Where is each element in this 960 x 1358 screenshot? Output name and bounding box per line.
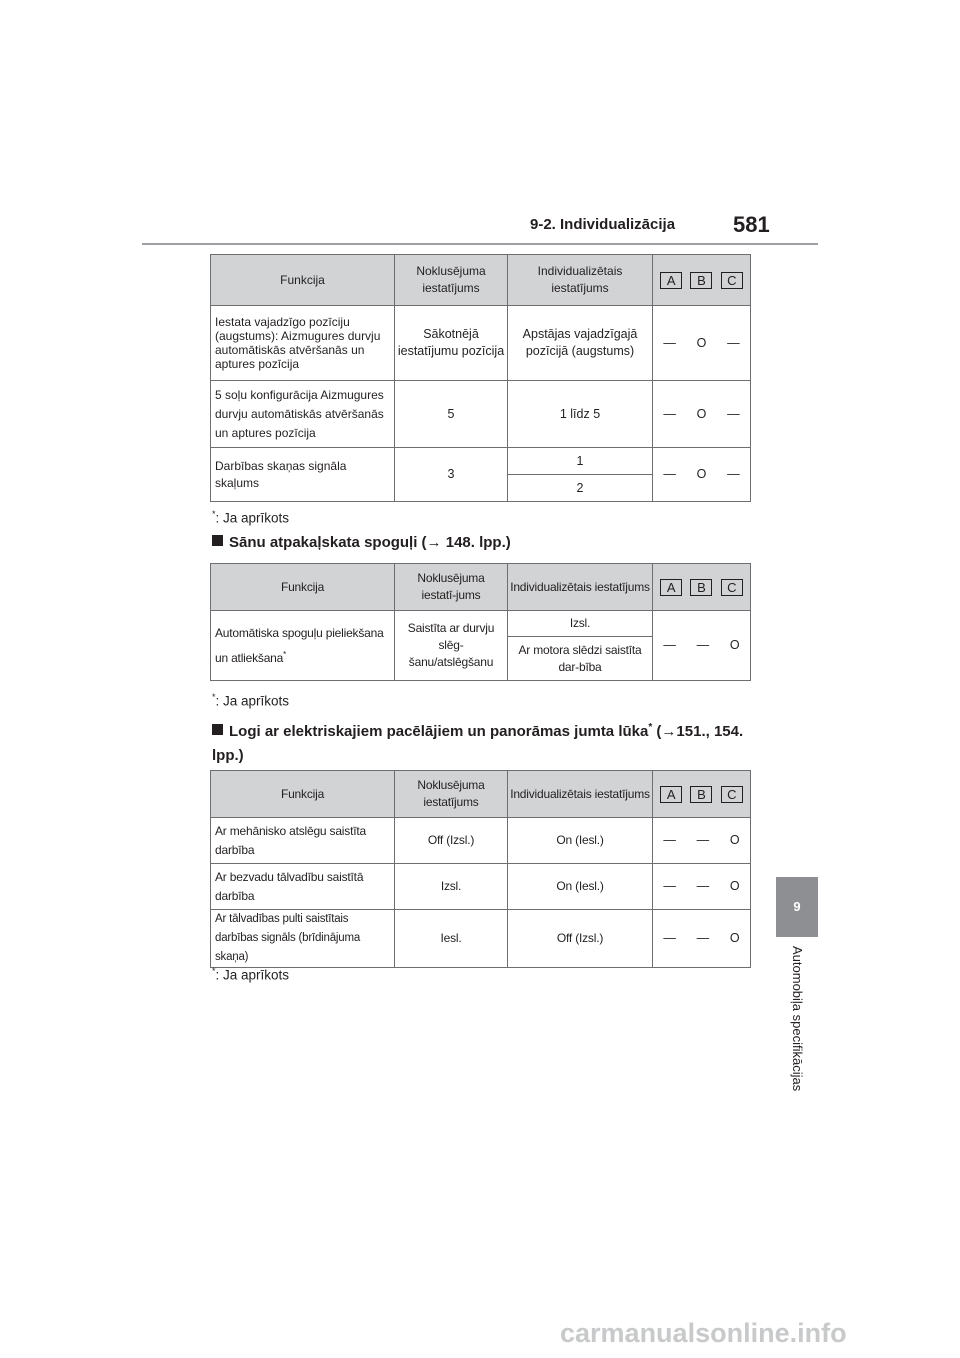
value-c: O — [729, 931, 740, 945]
row-funkcija: Ar bezvadu tālvadību saistītā darbība — [211, 864, 395, 910]
row-individualizetais: On (Iesl.) — [508, 864, 653, 910]
chapter-label: Automobiļa specifikācijas — [790, 946, 805, 1092]
row-individualizetais-option: 1 — [508, 448, 653, 475]
header-individualizetais: Individualizētais iestatījums — [508, 771, 653, 818]
value-a: — — [663, 833, 676, 847]
value-a: — — [663, 406, 676, 421]
table-row — [211, 611, 751, 637]
chapter-number: 9 — [793, 899, 801, 914]
label-a: A — [660, 272, 682, 289]
value-a: — — [663, 638, 676, 652]
label-c: C — [721, 579, 743, 596]
value-a: — — [663, 335, 676, 350]
row-noklusejuma: Izsl. — [395, 864, 508, 910]
value-c: O — [729, 833, 740, 847]
header-funkcija: Funkcija — [211, 255, 395, 306]
value-b: — — [696, 833, 710, 847]
row-noklusejuma: 5 — [395, 381, 508, 448]
value-b: O — [696, 467, 707, 481]
row-funkcija: Automātiska spoguļu pieliekšana un atliekšana* — [211, 611, 395, 681]
bullet-square-icon — [212, 535, 223, 546]
header-funkcija: Funkcija — [211, 564, 395, 611]
table-row — [211, 381, 751, 448]
row-noklusejuma: Off (Izsl.) — [395, 818, 508, 864]
row-funkcija: 5 soļu konfigurācija Aizmugures durvju automātiskās atvēršanās un aptures pozīcija — [211, 381, 395, 448]
value-c: O — [729, 638, 740, 652]
footnote: *: Ja aprīkots — [212, 692, 290, 709]
table-row — [211, 448, 751, 475]
table-tailgate-settings — [210, 254, 751, 502]
page-number: 581 — [733, 212, 770, 237]
row-individualizetais-option: 2 — [508, 475, 653, 502]
value-a: — — [663, 467, 676, 481]
table-row — [211, 306, 751, 381]
row-noklusejuma: Sākotnējā iestatījumu pozīcija — [395, 306, 508, 381]
row-abc — [653, 611, 751, 681]
row-abc — [653, 448, 751, 502]
header-abc — [653, 255, 751, 306]
table-header-row — [211, 564, 751, 611]
value-b: O — [696, 406, 707, 421]
value-c: — — [727, 467, 740, 481]
section-title: 9-2. Individualizācija — [530, 216, 676, 233]
label-a: A — [660, 786, 682, 803]
label-b: B — [690, 272, 712, 289]
table-header-row — [211, 255, 751, 306]
header-divider — [142, 243, 818, 245]
chapter-tab — [776, 877, 818, 937]
table-header-row — [211, 771, 751, 818]
row-individualizetais: On (Iesl.) — [508, 818, 653, 864]
watermark: carmanualsonline.info — [560, 1318, 847, 1348]
label-a: A — [660, 579, 682, 596]
value-b: O — [696, 335, 707, 350]
row-abc — [653, 864, 751, 910]
row-funkcija: Ar mehānisko atslēgu saistīta darbība — [211, 818, 395, 864]
header-abc — [653, 564, 751, 611]
row-individualizetais: 1 līdz 5 — [508, 381, 653, 448]
row-funkcija: Ar tālvadības pulti saistītais darbības signāls (brīdinājuma skaņa) — [211, 910, 395, 968]
label-b: B — [690, 579, 712, 596]
label-b: B — [690, 786, 712, 803]
value-b: — — [696, 931, 710, 945]
header-abc — [653, 771, 751, 818]
row-individualizetais-option: Izsl. — [508, 611, 653, 637]
value-c: O — [729, 879, 740, 893]
row-abc — [653, 910, 751, 968]
section-heading-mirrors: Sānu atpakaļskata spoguļi (→ 148. lpp.) — [212, 531, 511, 555]
row-noklusejuma: Saistīta ar durvju slēg-šanu/atslēgšanu — [395, 611, 508, 681]
section-heading-windows: Logi ar elektriskajiem pacēlājiem un panorāmas jumta lūka* (→151., 154. lpp.) — [212, 722, 744, 764]
footnote: *: Ja aprīkots — [212, 509, 290, 526]
value-a: — — [663, 879, 676, 893]
label-c: C — [721, 272, 743, 289]
table-window-settings — [210, 770, 751, 968]
row-abc — [653, 381, 751, 448]
row-funkcija: Darbības skaņas signāla skaļums — [211, 448, 395, 502]
label-c: C — [721, 786, 743, 803]
table-row — [211, 910, 751, 968]
header-individualizetais: Individualizētais iestatījums — [508, 564, 653, 611]
header-noklusejuma: Noklusējuma iestatījums — [395, 771, 508, 818]
value-c: — — [727, 335, 740, 350]
row-individualizetais: Off (Izsl.) — [508, 910, 653, 968]
header-individualizetais: Individualizētais iestatījums — [508, 255, 653, 306]
row-individualizetais-option: Ar motora slēdzi saistīta dar-bība — [508, 637, 653, 681]
header-noklusejuma: Noklusējuma iestatījums — [395, 255, 508, 306]
row-individualizetais: Apstājas vajadzīgajā pozīcijā (augstums) — [508, 306, 653, 381]
table-mirror-settings — [210, 563, 751, 681]
value-a: — — [663, 931, 676, 945]
row-funkcija: Iestata vajadzīgo pozīciju (augstums): Aizmugures durvju automātiskās atvēršanās un aptures pozīcija — [211, 306, 395, 381]
header-funkcija: Funkcija — [211, 771, 395, 818]
row-noklusejuma: Iesl. — [395, 910, 508, 968]
row-abc — [653, 306, 751, 381]
table-row — [211, 864, 751, 910]
value-b: — — [696, 879, 710, 893]
header-noklusejuma: Noklusējuma iestatī-jums — [395, 564, 508, 611]
footnote: *: Ja aprīkots — [212, 966, 290, 983]
value-b: — — [696, 638, 710, 652]
bullet-square-icon — [212, 724, 223, 735]
row-abc — [653, 818, 751, 864]
row-noklusejuma: 3 — [395, 448, 508, 502]
table-row — [211, 818, 751, 864]
value-c: — — [727, 406, 740, 421]
